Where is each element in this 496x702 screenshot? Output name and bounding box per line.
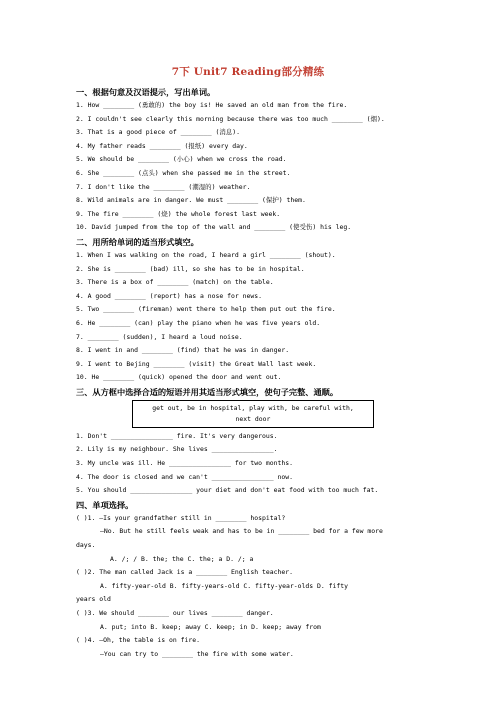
worksheet-content xyxy=(76,85,424,661)
section3-heading: 三、从方框中选择合适的短语并用其适当形式填空，使句子完整、通顺。 xyxy=(76,386,339,397)
s1-item-9: 9. The fire ________ (烧) the whole forest last week. xyxy=(76,209,281,218)
s1-item-10: 10. David jumped from the top of the wall and ________ (使受伤) his leg. xyxy=(76,223,352,232)
s2-item-4: 4. A good ________ (report) has a nose for news. xyxy=(76,291,263,300)
s1-item-8: 8. Wild animals are in danger. We must ________ (保护) them. xyxy=(76,196,306,205)
section4-heading: 四、单项选择。 xyxy=(76,499,134,510)
s2-item-1: 1. When I was walking on the road, I heard a girl ________ (shout). xyxy=(76,250,336,259)
q1-options: A. /; / B. the; the C. the; a D. /; a xyxy=(110,554,254,563)
section2-heading: 二、用所给单词的适当形式填空。 xyxy=(76,236,199,247)
s3-item-3: 3. My uncle was ill. He ________________ for two months. xyxy=(76,459,294,468)
s3-item-5: 5. You should ________________ your diet and don't eat food with too much fat. xyxy=(76,486,379,495)
s3-item-2: 2. Lily is my neighbour. She lives ________________. xyxy=(76,445,278,454)
s1-item-3: 3. That is a good piece of ________ (消息). xyxy=(76,128,241,137)
s1-item-5: 5. We should be ________ (小心) when we cross the road. xyxy=(76,155,287,164)
s2-item-10: 10. He ________ (quick) opened the door and went out. xyxy=(76,373,282,382)
section1-heading: 一、根据句意及汉语提示，写出单词。 xyxy=(76,87,216,97)
s3-item-4: 4. The door is closed and we can't ________________ now. xyxy=(76,472,294,481)
q1-response: —No. But he still feels weak and has to be in ________ bed for a few more xyxy=(100,527,383,536)
q1-response-cont: days. xyxy=(76,541,96,550)
q1-question: ( )1. —Is your grandfather still in ________ hospital? xyxy=(76,513,286,522)
q3-question: ( )3. We should ________ our lives ________ danger. xyxy=(76,609,274,617)
s2-item-8: 8. I went in and ________ (find) that he was in danger. xyxy=(76,346,290,355)
phrase-box-line-2: next door xyxy=(235,414,271,423)
s2-item-5: 5. Two ________ (fireman) went there to help them put out the fire. xyxy=(76,305,336,314)
q2-options: A. fifty-year-old B. fifty-years-old C. fifty-year-olds D. fifty xyxy=(100,581,349,590)
s1-item-6: 6. She ________ (点头) when she passed me in the street. xyxy=(76,168,291,177)
q2-options-cont: years old xyxy=(76,595,111,604)
q4-response: —You can try to ________ the fire with some water. xyxy=(100,649,294,658)
phrase-box xyxy=(132,400,374,428)
q4-question: ( )4. —Oh, the table is on fire. xyxy=(76,636,201,645)
s2-item-2: 2. She is ________ (bad) ill, so she has to be in hospital. xyxy=(76,264,305,273)
phrase-box-line-1: get out, be in hospital, play with, be careful with, xyxy=(152,403,354,412)
q2-question: ( )2. The man called Jack is a ________ English teacher. xyxy=(76,568,294,577)
s2-item-3: 3. There is a box of ________ (match) on the table. xyxy=(76,278,274,287)
s1-item-1: 1. How ________ (勇敢的) the boy is! He saved an old man from the fire. xyxy=(76,101,348,109)
s1-item-7: 7. I don't like the ________ (潮湿的) weather. xyxy=(76,182,251,191)
s2-item-7: 7. ________ (sudden), I heard a loud noise. xyxy=(76,332,243,341)
s3-item-1: 1. Don't ________________ fire. It's very dangerous. xyxy=(76,431,278,440)
q3-options: A. put; into B. keep; away C. keep; in D. keep; away from xyxy=(100,622,321,631)
s1-item-4: 4. My father reads ________ (报纸) every day. xyxy=(76,141,248,150)
s2-item-9: 9. I went to Bejing ________ (visit) the Great Wall last week. xyxy=(76,359,317,368)
page-title: 7下 Unit7 Reading部分精练 xyxy=(171,66,325,78)
s2-item-6: 6. He ________ (can) play the piano when he was five years old. xyxy=(76,318,321,327)
s1-item-2: 2. I couldn't see clearly this morning because there was too much ________ (烟). xyxy=(76,114,385,123)
